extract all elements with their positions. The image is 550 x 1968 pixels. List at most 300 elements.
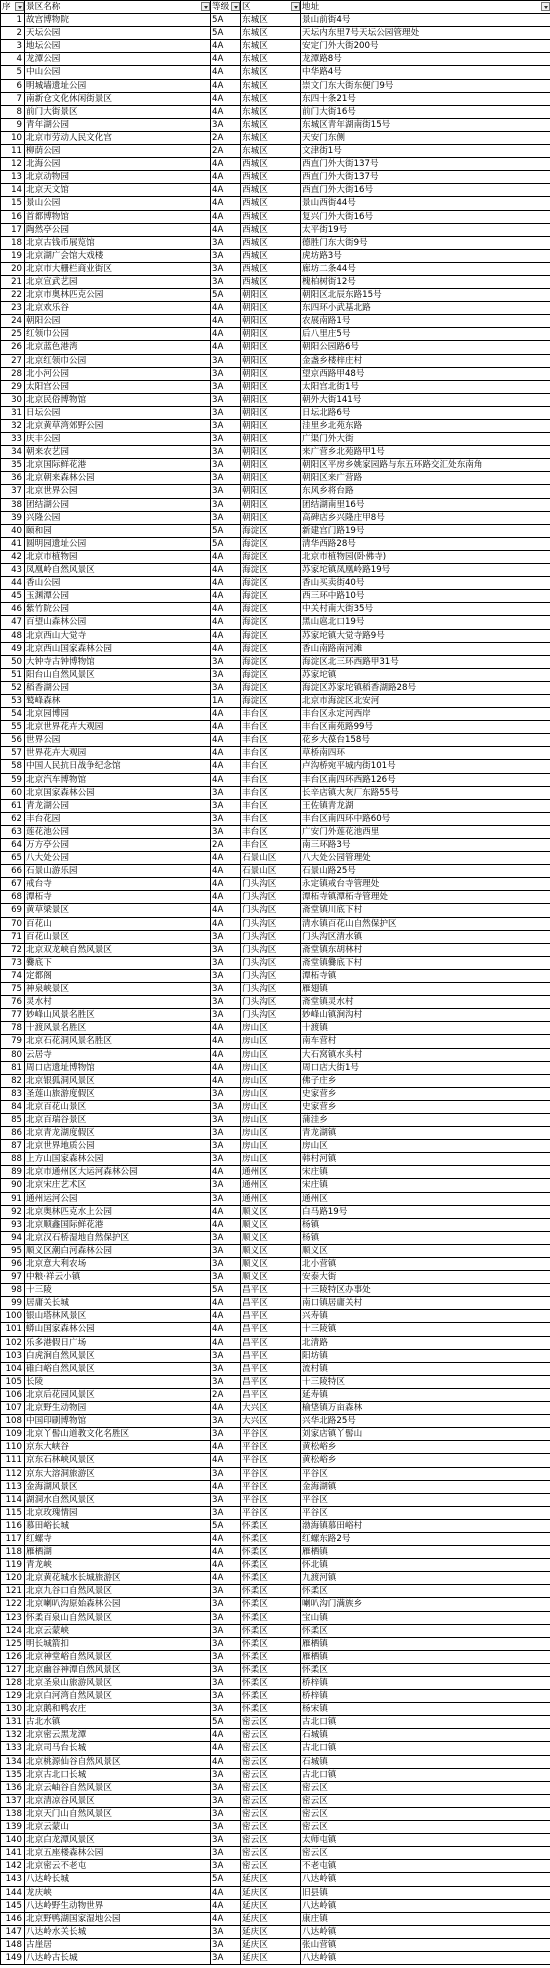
cell-district[interactable]: 怀柔区 (241, 1690, 301, 1703)
cell-level[interactable]: 4A (211, 1454, 241, 1467)
header-district[interactable]: 区 (241, 1, 301, 14)
cell-name[interactable]: 金海湖风景区 (25, 1480, 211, 1493)
cell-district[interactable]: 平谷区 (241, 1467, 301, 1480)
cell-no[interactable]: 16 (1, 210, 25, 223)
cell-name[interactable]: 颐和园 (25, 524, 211, 537)
cell-district[interactable]: 密云区 (241, 1755, 301, 1768)
cell-name[interactable]: 北海公园 (25, 158, 211, 171)
cell-level[interactable]: 3A (211, 996, 241, 1009)
cell-no[interactable]: 23 (1, 302, 25, 315)
cell-name[interactable]: 中国人民抗日战争纪念馆 (25, 760, 211, 773)
cell-no[interactable]: 43 (1, 564, 25, 577)
cell-district[interactable]: 平谷区 (241, 1441, 301, 1454)
cell-address[interactable]: 史家营乡 (301, 1087, 550, 1100)
cell-address[interactable]: 十三陵特区办事处 (301, 1284, 550, 1297)
cell-level[interactable]: 5A (211, 14, 241, 27)
cell-district[interactable]: 昌平区 (241, 1297, 301, 1310)
cell-district[interactable]: 顺义区 (241, 1218, 301, 1231)
cell-district[interactable]: 丰台区 (241, 721, 301, 734)
cell-address[interactable]: 东四环小武基北路 (301, 302, 550, 315)
cell-level[interactable]: 3A (211, 943, 241, 956)
cell-name[interactable]: 丰台花园 (25, 812, 211, 825)
cell-district[interactable]: 平谷区 (241, 1506, 301, 1519)
cell-address[interactable]: 清水镇百花山自然保护区 (301, 917, 550, 930)
cell-address[interactable]: 雁栖镇 (301, 1637, 550, 1650)
cell-address[interactable]: 红螺东路2号 (301, 1532, 550, 1545)
cell-level[interactable]: 3A (211, 1179, 241, 1192)
cell-name[interactable]: 北京湖广会馆大戏楼 (25, 249, 211, 262)
cell-address[interactable]: 兴华北路25号 (301, 1415, 550, 1428)
cell-name[interactable]: 湖洞水自然风景区 (25, 1493, 211, 1506)
cell-address[interactable]: 广安门外莲花池西里 (301, 825, 550, 838)
cell-level[interactable]: 3A (211, 799, 241, 812)
cell-level[interactable]: 4A (211, 904, 241, 917)
cell-level[interactable]: 4A (211, 564, 241, 577)
cell-name[interactable]: 万方亭公园 (25, 839, 211, 852)
cell-name[interactable]: 中山公园 (25, 66, 211, 79)
cell-district[interactable]: 西城区 (241, 249, 301, 262)
cell-address[interactable]: 史家营乡 (301, 1100, 550, 1113)
cell-level[interactable]: 4A (211, 184, 241, 197)
cell-name[interactable]: 北京古北口长城 (25, 1768, 211, 1781)
cell-district[interactable]: 顺义区 (241, 1271, 301, 1284)
cell-name[interactable]: 中国印刷博物馆 (25, 1415, 211, 1428)
cell-address[interactable]: 苏家坨镇大觉寺路9号 (301, 629, 550, 642)
cell-name[interactable]: 蟒山国家森林公园 (25, 1323, 211, 1336)
cell-address[interactable]: 流村镇 (301, 1362, 550, 1375)
cell-no[interactable]: 27 (1, 354, 25, 367)
cell-no[interactable]: 119 (1, 1559, 25, 1572)
cell-name[interactable]: 银山塔林风景区 (25, 1310, 211, 1323)
cell-address[interactable]: 康庄镇 (301, 1912, 550, 1925)
cell-district[interactable]: 平谷区 (241, 1480, 301, 1493)
cell-no[interactable]: 54 (1, 708, 25, 721)
cell-level[interactable]: 3A (211, 1951, 241, 1964)
cell-no[interactable]: 125 (1, 1637, 25, 1650)
cell-no[interactable]: 38 (1, 498, 25, 511)
cell-level[interactable]: 3A (211, 1493, 241, 1506)
cell-name[interactable]: 天坛公园 (25, 27, 211, 40)
cell-level[interactable]: 4A (211, 1572, 241, 1585)
cell-district[interactable]: 东城区 (241, 131, 301, 144)
cell-no[interactable]: 32 (1, 420, 25, 433)
cell-district[interactable]: 延庆区 (241, 1899, 301, 1912)
cell-address[interactable]: 东城区青年湖南街15号 (301, 118, 550, 131)
cell-level[interactable]: 3A (211, 367, 241, 380)
cell-no[interactable]: 52 (1, 681, 25, 694)
cell-district[interactable]: 东城区 (241, 40, 301, 53)
cell-level[interactable]: 4A (211, 721, 241, 734)
cell-district[interactable]: 延庆区 (241, 1925, 301, 1938)
cell-level[interactable]: 4A (211, 66, 241, 79)
cell-level[interactable]: 3A (211, 1611, 241, 1624)
cell-district[interactable]: 石景山区 (241, 865, 301, 878)
cell-name[interactable]: 京东大溶洞旅游区 (25, 1467, 211, 1480)
cell-address[interactable]: 北京市植物园(卧佛寺) (301, 550, 550, 563)
cell-district[interactable]: 顺义区 (241, 1244, 301, 1257)
cell-name[interactable]: 北京西山国家森林公园 (25, 642, 211, 655)
cell-name[interactable]: 北京天文馆 (25, 184, 211, 197)
cell-address[interactable]: 德胜门东大街9号 (301, 236, 550, 249)
cell-no[interactable]: 81 (1, 1061, 25, 1074)
cell-no[interactable]: 129 (1, 1690, 25, 1703)
cell-address[interactable]: 宝山镇 (301, 1611, 550, 1624)
cell-no[interactable]: 123 (1, 1611, 25, 1624)
cell-district[interactable]: 海淀区 (241, 668, 301, 681)
cell-address[interactable]: 景山前街4号 (301, 14, 550, 27)
cell-no[interactable]: 50 (1, 655, 25, 668)
cell-name[interactable]: 玉渊潭公园 (25, 590, 211, 603)
cell-name[interactable]: 乐多港假日广场 (25, 1336, 211, 1349)
cell-name[interactable]: 紫竹院公园 (25, 603, 211, 616)
cell-address[interactable]: 石城镇 (301, 1729, 550, 1742)
cell-district[interactable]: 海淀区 (241, 694, 301, 707)
cell-name[interactable]: 北小河公园 (25, 367, 211, 380)
cell-district[interactable]: 怀柔区 (241, 1546, 301, 1559)
filter-dropdown-icon[interactable] (201, 2, 210, 11)
cell-name[interactable]: 北京桃源仙谷自然风景区 (25, 1755, 211, 1768)
cell-level[interactable]: 3A (211, 930, 241, 943)
cell-name[interactable]: 前门大街景区 (25, 105, 211, 118)
cell-no[interactable]: 118 (1, 1546, 25, 1559)
cell-district[interactable]: 门头沟区 (241, 917, 301, 930)
cell-district[interactable]: 朝阳区 (241, 459, 301, 472)
cell-no[interactable]: 45 (1, 590, 25, 603)
cell-address[interactable]: 前门大街16号 (301, 105, 550, 118)
cell-no[interactable]: 21 (1, 275, 25, 288)
cell-name[interactable]: 八大处公园 (25, 852, 211, 865)
cell-address[interactable]: 杨镇 (301, 1218, 550, 1231)
cell-address[interactable]: 平谷区 (301, 1506, 550, 1519)
cell-address[interactable]: 妙峰山镇涧沟村 (301, 1009, 550, 1022)
cell-name[interactable]: 北京红领巾公园 (25, 354, 211, 367)
cell-address[interactable]: 八达岭镇 (301, 1899, 550, 1912)
cell-district[interactable]: 密云区 (241, 1807, 301, 1820)
cell-level[interactable]: 3A (211, 118, 241, 131)
cell-no[interactable]: 146 (1, 1912, 25, 1925)
cell-level[interactable]: 4A (211, 1912, 241, 1925)
cell-district[interactable]: 房山区 (241, 1140, 301, 1153)
cell-district[interactable]: 丰台区 (241, 747, 301, 760)
cell-no[interactable]: 75 (1, 983, 25, 996)
cell-name[interactable]: 景山公园 (25, 197, 211, 210)
cell-no[interactable]: 79 (1, 1035, 25, 1048)
cell-no[interactable]: 109 (1, 1428, 25, 1441)
cell-level[interactable]: 3A (211, 1677, 241, 1690)
cell-address[interactable]: 苏家坨镇 (301, 668, 550, 681)
cell-address[interactable]: 北小营镇 (301, 1258, 550, 1271)
cell-district[interactable]: 朝阳区 (241, 433, 301, 446)
cell-district[interactable]: 怀柔区 (241, 1532, 301, 1545)
cell-level[interactable]: 4A (211, 747, 241, 760)
cell-name[interactable]: 北京汽车博物馆 (25, 773, 211, 786)
cell-level[interactable]: 5A (211, 1716, 241, 1729)
cell-no[interactable]: 49 (1, 642, 25, 655)
cell-level[interactable]: 2A (211, 145, 241, 158)
cell-no[interactable]: 33 (1, 433, 25, 446)
cell-no[interactable]: 40 (1, 524, 25, 537)
cell-district[interactable]: 通州区 (241, 1166, 301, 1179)
cell-address[interactable]: 朝阳公园路6号 (301, 341, 550, 354)
cell-district[interactable]: 东城区 (241, 27, 301, 40)
cell-no[interactable]: 128 (1, 1677, 25, 1690)
cell-no[interactable]: 51 (1, 668, 25, 681)
cell-level[interactable]: 3A (211, 498, 241, 511)
cell-level[interactable]: 4A (211, 302, 241, 315)
cell-district[interactable]: 密云区 (241, 1781, 301, 1794)
cell-level[interactable]: 4A (211, 223, 241, 236)
cell-address[interactable]: 海淀区苏家坨镇稻香湖路28号 (301, 681, 550, 694)
cell-address[interactable]: 复兴门外大街16号 (301, 210, 550, 223)
cell-level[interactable]: 4A (211, 1899, 241, 1912)
cell-level[interactable]: 3A (211, 1127, 241, 1140)
cell-address[interactable]: 黄松峪乡 (301, 1441, 550, 1454)
cell-name[interactable]: 北京密云黑龙潭 (25, 1729, 211, 1742)
cell-name[interactable]: 北京云蒙山 (25, 1821, 211, 1834)
cell-name[interactable]: 定都阁 (25, 969, 211, 982)
cell-address[interactable]: 密云区 (301, 1794, 550, 1807)
cell-district[interactable]: 东城区 (241, 14, 301, 27)
cell-no[interactable]: 53 (1, 694, 25, 707)
cell-name[interactable]: 北京蓝色港湾 (25, 341, 211, 354)
cell-level[interactable]: 5A (211, 1873, 241, 1886)
cell-district[interactable]: 密云区 (241, 1834, 301, 1847)
cell-no[interactable]: 99 (1, 1297, 25, 1310)
cell-district[interactable]: 朝阳区 (241, 485, 301, 498)
cell-district[interactable]: 延庆区 (241, 1886, 301, 1899)
cell-no[interactable]: 89 (1, 1166, 25, 1179)
cell-name[interactable]: 北京宋庄艺术区 (25, 1179, 211, 1192)
cell-name[interactable]: 北京动物园 (25, 171, 211, 184)
cell-name[interactable]: 北京顺鑫国际鲜花港 (25, 1218, 211, 1231)
cell-district[interactable]: 门头沟区 (241, 1009, 301, 1022)
cell-address[interactable]: 花乡大葆台158号 (301, 734, 550, 747)
cell-name[interactable]: 大钟寺古钟博物馆 (25, 655, 211, 668)
cell-name[interactable]: 长陵 (25, 1375, 211, 1388)
cell-address[interactable]: 雁栖镇 (301, 1650, 550, 1663)
cell-district[interactable]: 西城区 (241, 275, 301, 288)
cell-name[interactable]: 龙潭公园 (25, 53, 211, 66)
cell-address[interactable]: 旧县镇 (301, 1886, 550, 1899)
cell-name[interactable]: 八达岭水关长城 (25, 1925, 211, 1938)
cell-district[interactable]: 房山区 (241, 1100, 301, 1113)
cell-name[interactable]: 圆明园遗址公园 (25, 537, 211, 550)
cell-district[interactable]: 怀柔区 (241, 1519, 301, 1532)
cell-name[interactable]: 北京后花园风景区 (25, 1388, 211, 1401)
cell-address[interactable]: 洼里乡北苑东路 (301, 420, 550, 433)
cell-address[interactable]: 渤海镇慕田峪村 (301, 1519, 550, 1532)
cell-name[interactable]: 北京百花山景区 (25, 1100, 211, 1113)
cell-name[interactable]: 百望山森林公园 (25, 616, 211, 629)
cell-district[interactable]: 丰台区 (241, 799, 301, 812)
cell-address[interactable]: 古北口镇 (301, 1742, 550, 1755)
cell-level[interactable]: 4A (211, 708, 241, 721)
cell-no[interactable]: 117 (1, 1532, 25, 1545)
cell-district[interactable]: 密云区 (241, 1742, 301, 1755)
cell-no[interactable]: 17 (1, 223, 25, 236)
cell-level[interactable]: 3A (211, 969, 241, 982)
cell-address[interactable]: 不老屯镇 (301, 1860, 550, 1873)
cell-address[interactable]: 刘家店镇丫髻山 (301, 1428, 550, 1441)
cell-level[interactable]: 3A (211, 1663, 241, 1676)
cell-level[interactable]: 3A (211, 825, 241, 838)
cell-no[interactable]: 124 (1, 1624, 25, 1637)
cell-level[interactable]: 4A (211, 92, 241, 105)
cell-district[interactable]: 丰台区 (241, 812, 301, 825)
cell-name[interactable]: 北京玫瑰情园 (25, 1506, 211, 1519)
cell-name[interactable]: 北京欢乐谷 (25, 302, 211, 315)
cell-level[interactable]: 4A (211, 629, 241, 642)
cell-level[interactable]: 3A (211, 511, 241, 524)
cell-district[interactable]: 密云区 (241, 1768, 301, 1781)
cell-address[interactable]: 安定门外大街200号 (301, 40, 550, 53)
cell-no[interactable]: 100 (1, 1310, 25, 1323)
cell-district[interactable]: 昌平区 (241, 1388, 301, 1401)
cell-name[interactable]: 雁栖湖 (25, 1546, 211, 1559)
cell-address[interactable]: 斋堂镇东胡林村 (301, 943, 550, 956)
cell-address[interactable]: 太平街19号 (301, 223, 550, 236)
cell-level[interactable]: 3A (211, 1598, 241, 1611)
cell-district[interactable]: 房山区 (241, 1035, 301, 1048)
cell-district[interactable]: 西城区 (241, 236, 301, 249)
cell-no[interactable]: 132 (1, 1729, 25, 1742)
cell-name[interactable]: 中粮·祥云小镇 (25, 1271, 211, 1284)
cell-level[interactable]: 3A (211, 1192, 241, 1205)
cell-no[interactable]: 60 (1, 786, 25, 799)
cell-address[interactable]: 长辛店镇大灰厂东路55号 (301, 786, 550, 799)
cell-address[interactable]: 西直门外大街137号 (301, 171, 550, 184)
cell-no[interactable]: 120 (1, 1572, 25, 1585)
cell-address[interactable]: 新建宫门路19号 (301, 524, 550, 537)
cell-no[interactable]: 46 (1, 603, 25, 616)
cell-district[interactable]: 房山区 (241, 1074, 301, 1087)
cell-no[interactable]: 29 (1, 380, 25, 393)
cell-no[interactable]: 111 (1, 1454, 25, 1467)
cell-address[interactable]: 韩村河镇 (301, 1153, 550, 1166)
cell-level[interactable]: 3A (211, 1781, 241, 1794)
cell-level[interactable]: 4A (211, 603, 241, 616)
cell-level[interactable]: 4A (211, 1297, 241, 1310)
cell-address[interactable]: 团结湖南里16号 (301, 498, 550, 511)
cell-no[interactable]: 77 (1, 1009, 25, 1022)
cell-name[interactable]: 北京市植物园 (25, 550, 211, 563)
cell-district[interactable]: 西城区 (241, 223, 301, 236)
cell-level[interactable]: 4A (211, 53, 241, 66)
cell-name[interactable]: 北京清凉谷风景区 (25, 1794, 211, 1807)
cell-address[interactable]: 廊坊二条44号 (301, 262, 550, 275)
cell-district[interactable]: 密云区 (241, 1821, 301, 1834)
cell-name[interactable]: 柳荫公园 (25, 145, 211, 158)
cell-district[interactable]: 东城区 (241, 145, 301, 158)
cell-address[interactable]: 八大处公园管理处 (301, 852, 550, 865)
cell-no[interactable]: 142 (1, 1860, 25, 1873)
cell-district[interactable]: 昌平区 (241, 1362, 301, 1375)
cell-name[interactable]: 故宫博物院 (25, 14, 211, 27)
cell-name[interactable]: 北京石花洞风景名胜区 (25, 1035, 211, 1048)
cell-name[interactable]: 北京天门山自然风景区 (25, 1807, 211, 1820)
cell-level[interactable]: 4A (211, 1755, 241, 1768)
cell-name[interactable]: 香山公园 (25, 577, 211, 590)
cell-level[interactable]: 4A (211, 590, 241, 603)
cell-no[interactable]: 9 (1, 118, 25, 131)
cell-district[interactable]: 海淀区 (241, 655, 301, 668)
cell-no[interactable]: 80 (1, 1048, 25, 1061)
cell-address[interactable]: 太师屯镇 (301, 1834, 550, 1847)
cell-no[interactable]: 141 (1, 1847, 25, 1860)
cell-level[interactable]: 4A (211, 1742, 241, 1755)
cell-address[interactable]: 杨宋镇 (301, 1703, 550, 1716)
cell-address[interactable]: 丰台区南四环中路60号 (301, 812, 550, 825)
cell-no[interactable]: 103 (1, 1349, 25, 1362)
cell-name[interactable]: 慕田峪长城 (25, 1519, 211, 1532)
cell-district[interactable]: 房山区 (241, 1061, 301, 1074)
cell-no[interactable]: 127 (1, 1663, 25, 1676)
cell-no[interactable]: 62 (1, 812, 25, 825)
cell-level[interactable]: 3A (211, 812, 241, 825)
cell-level[interactable]: 3A (211, 354, 241, 367)
cell-address[interactable]: 佛子庄乡 (301, 1074, 550, 1087)
cell-address[interactable]: 西直门外大街16号 (301, 184, 550, 197)
cell-district[interactable]: 怀柔区 (241, 1572, 301, 1585)
cell-name[interactable]: 云居寺 (25, 1048, 211, 1061)
cell-name[interactable]: 北京西山大觉寺 (25, 629, 211, 642)
cell-address[interactable]: 潭柘寺镇潭柘寺管理处 (301, 891, 550, 904)
cell-name[interactable]: 北京世界公园 (25, 485, 211, 498)
cell-address[interactable]: 天安门东侧 (301, 131, 550, 144)
cell-address[interactable]: 金海湖镇 (301, 1480, 550, 1493)
cell-district[interactable]: 门头沟区 (241, 956, 301, 969)
cell-address[interactable]: 雁翅镇 (301, 983, 550, 996)
cell-level[interactable]: 4A (211, 1061, 241, 1074)
cell-name[interactable]: 阳台山自然风景区 (25, 668, 211, 681)
cell-district[interactable]: 海淀区 (241, 642, 301, 655)
cell-address[interactable]: 宋庄镇 (301, 1179, 550, 1192)
cell-name[interactable]: 青龙峡 (25, 1559, 211, 1572)
cell-name[interactable]: 碓臼峪自然风景区 (25, 1362, 211, 1375)
cell-name[interactable]: 北京鹅和鸭农庄 (25, 1703, 211, 1716)
cell-district[interactable]: 怀柔区 (241, 1703, 301, 1716)
cell-district[interactable]: 密云区 (241, 1860, 301, 1873)
cell-no[interactable]: 92 (1, 1205, 25, 1218)
cell-name[interactable]: 古崖居 (25, 1938, 211, 1951)
cell-address[interactable]: 喇叭沟门满族乡 (301, 1598, 550, 1611)
cell-no[interactable]: 82 (1, 1074, 25, 1087)
cell-no[interactable]: 8 (1, 105, 25, 118)
cell-address[interactable]: 石城镇 (301, 1755, 550, 1768)
cell-address[interactable]: 景山西街44号 (301, 197, 550, 210)
cell-name[interactable]: 稻香湖公园 (25, 681, 211, 694)
cell-address[interactable]: 槐柏树街12号 (301, 275, 550, 288)
cell-address[interactable]: 杨镇 (301, 1231, 550, 1244)
cell-address[interactable]: 龙潭路8号 (301, 53, 550, 66)
cell-address[interactable]: 桥梓镇 (301, 1677, 550, 1690)
cell-level[interactable]: 3A (211, 786, 241, 799)
cell-no[interactable]: 131 (1, 1716, 25, 1729)
cell-district[interactable]: 东城区 (241, 105, 301, 118)
cell-no[interactable]: 3 (1, 40, 25, 53)
cell-no[interactable]: 22 (1, 289, 25, 302)
cell-address[interactable]: 丰台区南苑路99号 (301, 721, 550, 734)
cell-name[interactable]: 北京云岫谷自然风景区 (25, 1781, 211, 1794)
cell-no[interactable]: 57 (1, 747, 25, 760)
cell-name[interactable]: 青年湖公园 (25, 118, 211, 131)
cell-address[interactable]: 后八里庄5号 (301, 328, 550, 341)
cell-level[interactable]: 4A (211, 210, 241, 223)
cell-address[interactable]: 香山南路南河滩 (301, 642, 550, 655)
cell-no[interactable]: 11 (1, 145, 25, 158)
cell-address[interactable]: 斋堂镇爨底下村 (301, 956, 550, 969)
cell-address[interactable]: 黑山扈北口19号 (301, 616, 550, 629)
